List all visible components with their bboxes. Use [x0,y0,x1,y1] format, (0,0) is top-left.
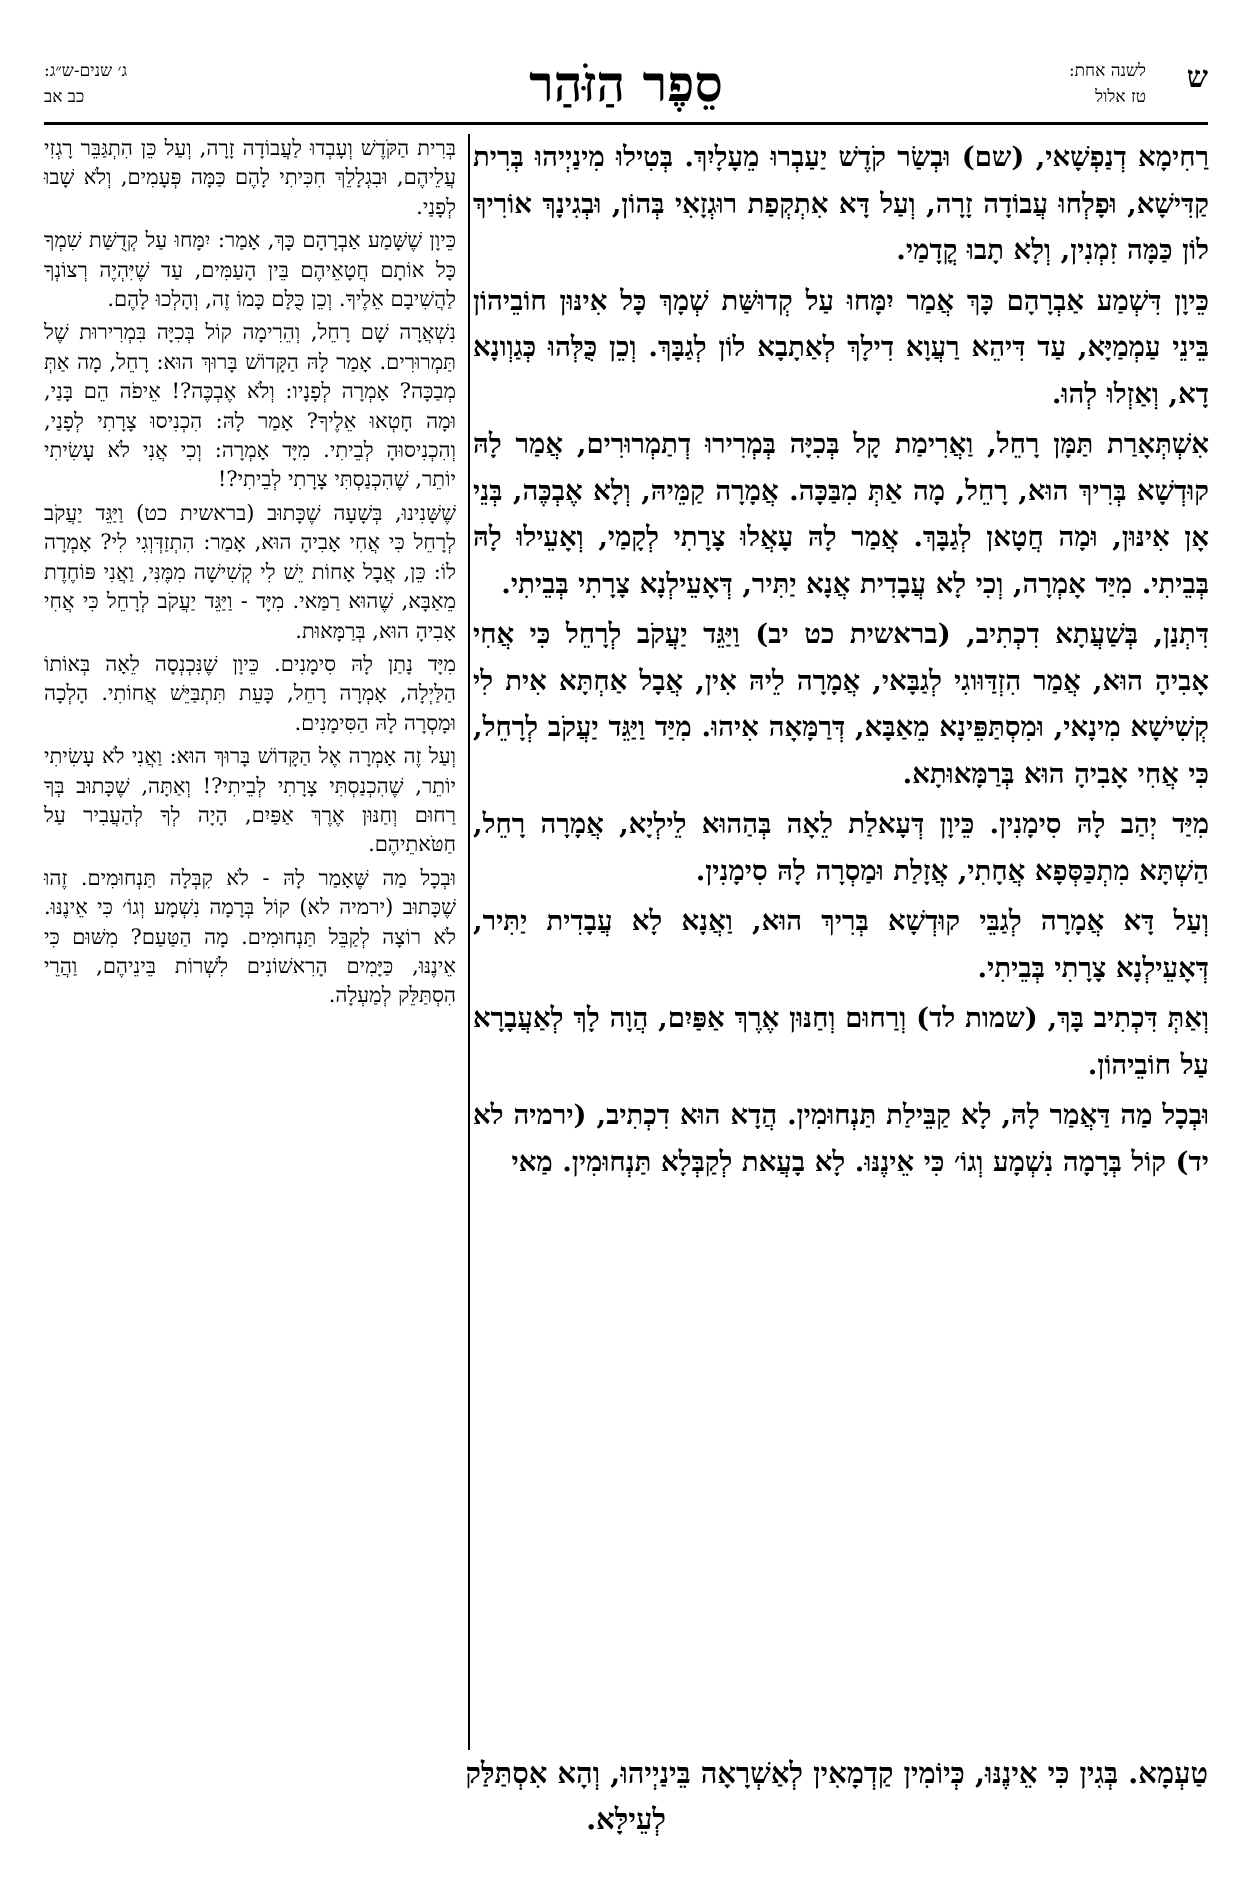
three-year-study-label: ג׳ שנים-ש״ג: [44,61,128,81]
text-line: הוּא: וַאֲנִי לֹא עָשִׂיתִי יוֹתֵר, [44,744,456,798]
text-line: לְעֵילָּא. [586,1802,666,1836]
daily-study-date: טז אלול [1095,87,1146,107]
text-line: אֶבְכֶּה?! אֵיפֹה הֵם בָּנַי, וּמָה [44,379,456,433]
text-line: חָטְאוּ אֵלֶיךָ? אָמַר לָהּ: הִכְנִיסוּ [150,408,413,433]
text-line: לוֹ: כֵּן, אֲבָל אָחוֹת יֵשׁ לִי קְשִׁישָׁה [193,559,456,584]
text-line: הָלְכָה וּמָסְרָה לָהּ הַסִּימָנִים. [44,681,456,735]
book-title: סֵפֶר הַזֹּהַר [529,54,723,113]
text-line: וּבְכָל מַה שֶּׁאָמַר לָהּ - לֹא קִבְּלָה [169,865,456,890]
text-line: וְאַתְּ דִּכְתִיב בָּךְ, (שמות לד) וְרַחוּם וְחַנּוּן אֶרֶךְ [734,1002,1209,1034]
text-line: קְשִׁישָׁא מִינָאי, וּמִסְתַּפֵּינָא מֵאַבָּא, דְּרַמָּאָה [768,711,1209,743]
text-line: לְגַבָּאי, אֲמָרָה לֵיהּ אִין, אֲבָל אַחְתָּא אִית לִי [473,664,942,697]
text-line: דְתַמְרוּרִים, אֲמַר לָהּ קוּדְשָׁא בְּרִיךְ [473,428,1209,507]
aramaic-paragraph-6 [473,898,1209,991]
text-line: בְּרִית הַקֹּדֶשׁ וְעָבְדוּ לַעֲבוֹדָה זָרָה, [199,136,456,160]
text-line: צָרָתִי לְפָנַי, וְהִכְנִיסוּהָ לְבֵיתִי. מִיָּד [44,408,456,463]
hebrew-paragraph-6 [44,742,456,860]
text-line: רְצוֹנְךָ לַהֲשִׁיבָם אֵלֶיךָ. וְכֵן כֻּלָּם [44,257,456,312]
text-line: לָא עֲבָדִית יַתִּיר, דְּאָעֵילְנָא צָרָתִי בְּבֵיתִי. [473,905,1209,984]
text-line: אוֹרִיךְ לוֹן כַּמָּה זִמְנִין, וְלָא תָבוּ קֳדָמַי. [473,187,1209,266]
three-year-study-date: כב אב [44,87,85,107]
hebrew-paragraph-1 [44,134,456,222]
text-line: וְלֹא שָׁבוּ לְפָנַי. [44,165,456,219]
text-line: שֶׁנִּכְנְסָה לֵאָה בְּאוֹתוֹ הַלַּיְלָה, [44,651,456,706]
text-line: שֶׁהִכְנַסְתִּי צָרָתִי לְבֵיתִי?! וְאַתָּה, [141,773,404,798]
aramaic-paragraph-8 [473,1092,1209,1185]
hebrew-paragraph-2 [44,226,456,314]
text-line: אָמְרָה: וְכִי אֲנִי לֹא עָשִׂיתִי יוֹתֵר, [44,438,456,492]
daily-study-label: לשנה אחת: [1068,61,1146,81]
column-divider [468,134,470,1750]
text-line: אָמְרָה רָחֵל, כָּעֵת תִּתְבַּיֵּשׁ אֲחוֹתִי. [101,681,387,706]
text-line: מָה אַתְּ מְבַכָּה? אָמְרָה לְפָנָיו: וְלֹא [44,349,456,404]
text-line: חַטֹּאתֵיהֶם. [368,832,456,857]
aramaic-text-column [473,134,1209,1189]
text-line: דִּיהֵא רַעֲוָא דִילָךְ לְאַתָבָא לוֹן לְגַבָּךְ. וְכֵן כֻּלְּהוּ [548,331,1026,363]
text-line: לְרָחֵל כִּי אֲחִי אָבִיהָ הוּא, אֲמַר הִזְדַּוּוגִי [473,618,1209,697]
text-line: מִיַּד יְהַב לָהּ סִימָנִין. כֵּיוָן דְּעָאלַת לֵאָה בְּהַהוּא [701,808,1209,840]
page-number: ש [1186,60,1208,95]
text-line: מִמֶּנִּי, וַאֲנִי פּוֹחֶדֶת מֵאַבָּא, שֶׁהוּא [44,559,456,614]
text-line: כֵּיוָן שֶׁשָּׁמַע אַבְרָהָם כָּךְ, אָמַר: [217,228,457,253]
text-line: הוּא בְּרַמָּאוּתָא. [902,757,1065,790]
text-line: מִיָּד נָתַן לָהּ סִימָנִים. כֵּיוָן [232,651,456,676]
text-line: וְגוֹ׳ כִּי אֵינֶנּוּ. לָא בָעֲאת לְקַבְּלָא תַּנְחוּמִין. מַאי [511,1145,984,1178]
text-line: לָהּ עָאֲלוּ צָרָתִי לְקָמַי, וְאָעֵילוּ לָהּ בְּבֵיתִי. מִיַּד [473,521,1209,600]
aramaic-paragraph-7 [473,995,1209,1088]
text-line: לֹא רוֹצָה לְקַבֵּל תַּנְחוּמִים. מָה [204,924,456,949]
aramaic-paragraph-4 [473,611,1209,797]
text-line: רַחִימָא דְנַפְשָׁאי, (שם) וּבְשַׂר קֹדֶשׁ יַעַבְרוּ מֵעָלָיִךְ. [684,141,1209,173]
text-line: אֲחִי אָבִיהָ הוּא, בְּרַמָּאוּת. [44,589,456,643]
text-line: שֶׁכָּתוּב בְּךָ רַחוּם וְחַנּוּן אֶרֶךְ [44,773,456,827]
hebrew-paragraph-5 [44,650,456,738]
hebrew-paragraph-3 [44,318,456,494]
text-line: אֶבְכֶּה, בְּנֵי אָן אִינּוּן, וּמָה חֲטָאן לְגַבָּךְ. אֲמַר [473,474,1209,553]
text-line: כָּמוֹ זֶה, וְהָלְכוּ לָהֶם. [107,287,265,312]
text-line: יִמָּחוּ עַל קְדֻשַּׁת שִׁמְךָ כָּל אוֹתָם [44,228,456,282]
text-line: רַמַּאי. מִיָּד - וַיַּגֵּד יַעֲקֹב לְרָחֵל כִּי [82,589,341,614]
text-line: טַעְמָא. בְּגִין כִּי אֵינֶנּוּ, כְּיוֹמִין קַדְמָאִין לְאַשְׁרָאָה בֵּינַיְיהוּ, וְהָא אִסְתַּלַּק [465,1756,1208,1790]
hebrew-paragraph-4 [44,499,456,646]
text-line: בְּטִילוּ מִינַיְיהוּ בְּרִית קַדִּישָׁא, וּפָלְחוּ עֲבוֹדָה [473,141,1210,220]
text-line: הַטַּעַם? מִשּׁוּם כִּי אֵינֶנּוּ, כַּיָּמִים [44,924,456,978]
text-line: וְעַל דָּא אֲמָרָה לְגַבֵּי קוּדְשָׁא בְּרִיךְ הוּא, וַאֲנָא [681,905,1210,937]
aramaic-paragraph-2 [473,278,1209,418]
full-width-closing-text [44,1750,1208,1842]
text-line: אִשְׁתְּאָרַת תַּמָּן רָחֵל, וַאֲרִימַת קָל בְּכִיָּה בְּמְרִירוּ [705,428,1210,460]
text-line: וּבְכָל מַה דַּאֲמַר לָהּ, לָא קַבֵּילַת תַּנְחוּמִין. הֲדָא [730,1099,1210,1131]
text-line: וּבִגְלָלֵךְ חִכִּיתִי לָהֶם כַּמָּה פְּעָמִים, [120,165,388,190]
text-line: וְעַל כֵּן הִתְגַּבֵּר רָגְזִי עֲלֵיהֶם, [44,136,456,190]
text-line: הוּא, רָחֵל, מָה אַתְּ מִבַּכָּה. אֲמָרָה קַמֵּיהּ, וְלָא [593,474,1069,507]
text-line: קוֹל בְּרָמָה נִשְׁמָע וְגוֹ׳ כִּי אֵינֶנּוּ. [44,895,291,920]
aramaic-paragraph-3 [473,421,1209,607]
text-line: וַיַּגֵּד יַעֲקֹב לְרָחֵל כִּי אֲחִי אָבִיהָ [44,500,456,555]
text-line: הוּא, אָמַר: הִתְזַדְּוְגִי לִי? אָמְרָה [44,530,292,555]
text-line: לֵילְיָא, אֲמָרָה רָחֵל, הַשְׁתָּא מִתְכַּסְּפָא [473,808,1209,887]
text-line: אָמַר לָהּ הַקָּדוֹשׁ בָּרוּךְ הוּא: רָחֵל, [109,349,372,374]
text-line: שֶׁהִכְנַסְתִּי צָרָתִי לְבֵיתִי?! [217,467,409,492]
text-line: כֵּיוָן דִּשְׁמַע אַבְרָהָם כָּךְ אֲמַר יִמָּחוּ עַל קְדוּשַּׁת [721,284,1209,317]
text-line: הָרִאשׁוֹנִים לִשְׁרוֹת בֵּינֵיהֶם, וַהֲרֵי [44,953,328,978]
text-line: אַפַּיִם, הָיָה לְךָ לְהַעֲבִיר עַל [44,802,294,827]
text-line: בְּכִיָּה בִּמְרִירוּת שֶׁל תַּמְרוּרִים. [44,320,456,374]
aramaic-paragraph-1 [473,134,1209,274]
text-line: אִיהוּ. מִיַּד וַיַּגֵּד יַעֲקֹב לְרָחֵל, כִּי אֲחִי אָבִיהָ [473,711,1209,790]
text-line: אָמְרָה, וְכִי לָא עֲבָדִית אֲנָא יַתִּיר, דְּאָעֵילְנָא [639,567,1086,600]
text-line: וְעַל זֶה אָמְרָה אֶל הַקָּדוֹשׁ בָּרוּךְ [214,744,456,769]
text-line: הוּא דִכְתִיב, (ירמיה לא יד) קוֹל בְּרָמָה נִשְׁמָע [473,1099,1209,1178]
text-line: חֲטָאֵיהֶם בֵּין הָעַמִּים, עַד שֶׁיִּהְיֶה [99,257,369,282]
aramaic-paragraph-5 [473,801,1209,894]
text-line: הִסְתַּלֵּק לְמַעְלָה. [328,983,456,1008]
text-line: דִּתְנַן, בְּשַׁעֲתָא דִכְתִיב, (בראשית כט יב) וַיַּגֵּד יַעֲקֹב [636,618,1209,650]
page-header [44,54,1208,126]
text-line: אֲחָתִי, אֲזָלַת וּמַסְרָה לָהּ סִימָנִין. [695,854,1026,887]
hebrew-translation-column [44,134,456,1015]
header-rule [44,122,1208,125]
text-line: אַפַּיִם, הֲוָה לָךְ לְאַעֲבָרָא עַל חוֹבֵיהוֹן. [473,1002,1209,1081]
text-line: שְׁמָךְ כָּל אִינּוּן חוֹבֵיהוֹן בֵּינֵי עַמְמַיָּא, עַד [473,284,1209,363]
text-line: שֶׁשָּׁנִינוּ, בְּשָׁעָה שֶׁכָּתוּב (בראשית כט) [136,500,456,525]
hebrew-paragraph-7 [44,864,456,1011]
three-year-study-info [44,58,184,110]
text-line: צָרָתִי בְּבֵיתִי. [501,567,631,600]
text-line: תַּנְחוּמִים. זֶהוּ שֶׁכָּתוּב (ירמיה לא) [44,865,456,920]
text-line: זָרָה, וְעַל דָּא אִתְקְפַת רוּגְזָאִי בְּהוֹן, וּבְגִינָךְ [542,187,973,220]
text-line: נִשְׁאֲרָה שָׁם רָחֵל, וְהֵרִימָה קוֹל [205,320,456,345]
text-line: כְּגַוְונָא דָא, וְאַזְלוּ לְהוּ. [473,331,1209,410]
